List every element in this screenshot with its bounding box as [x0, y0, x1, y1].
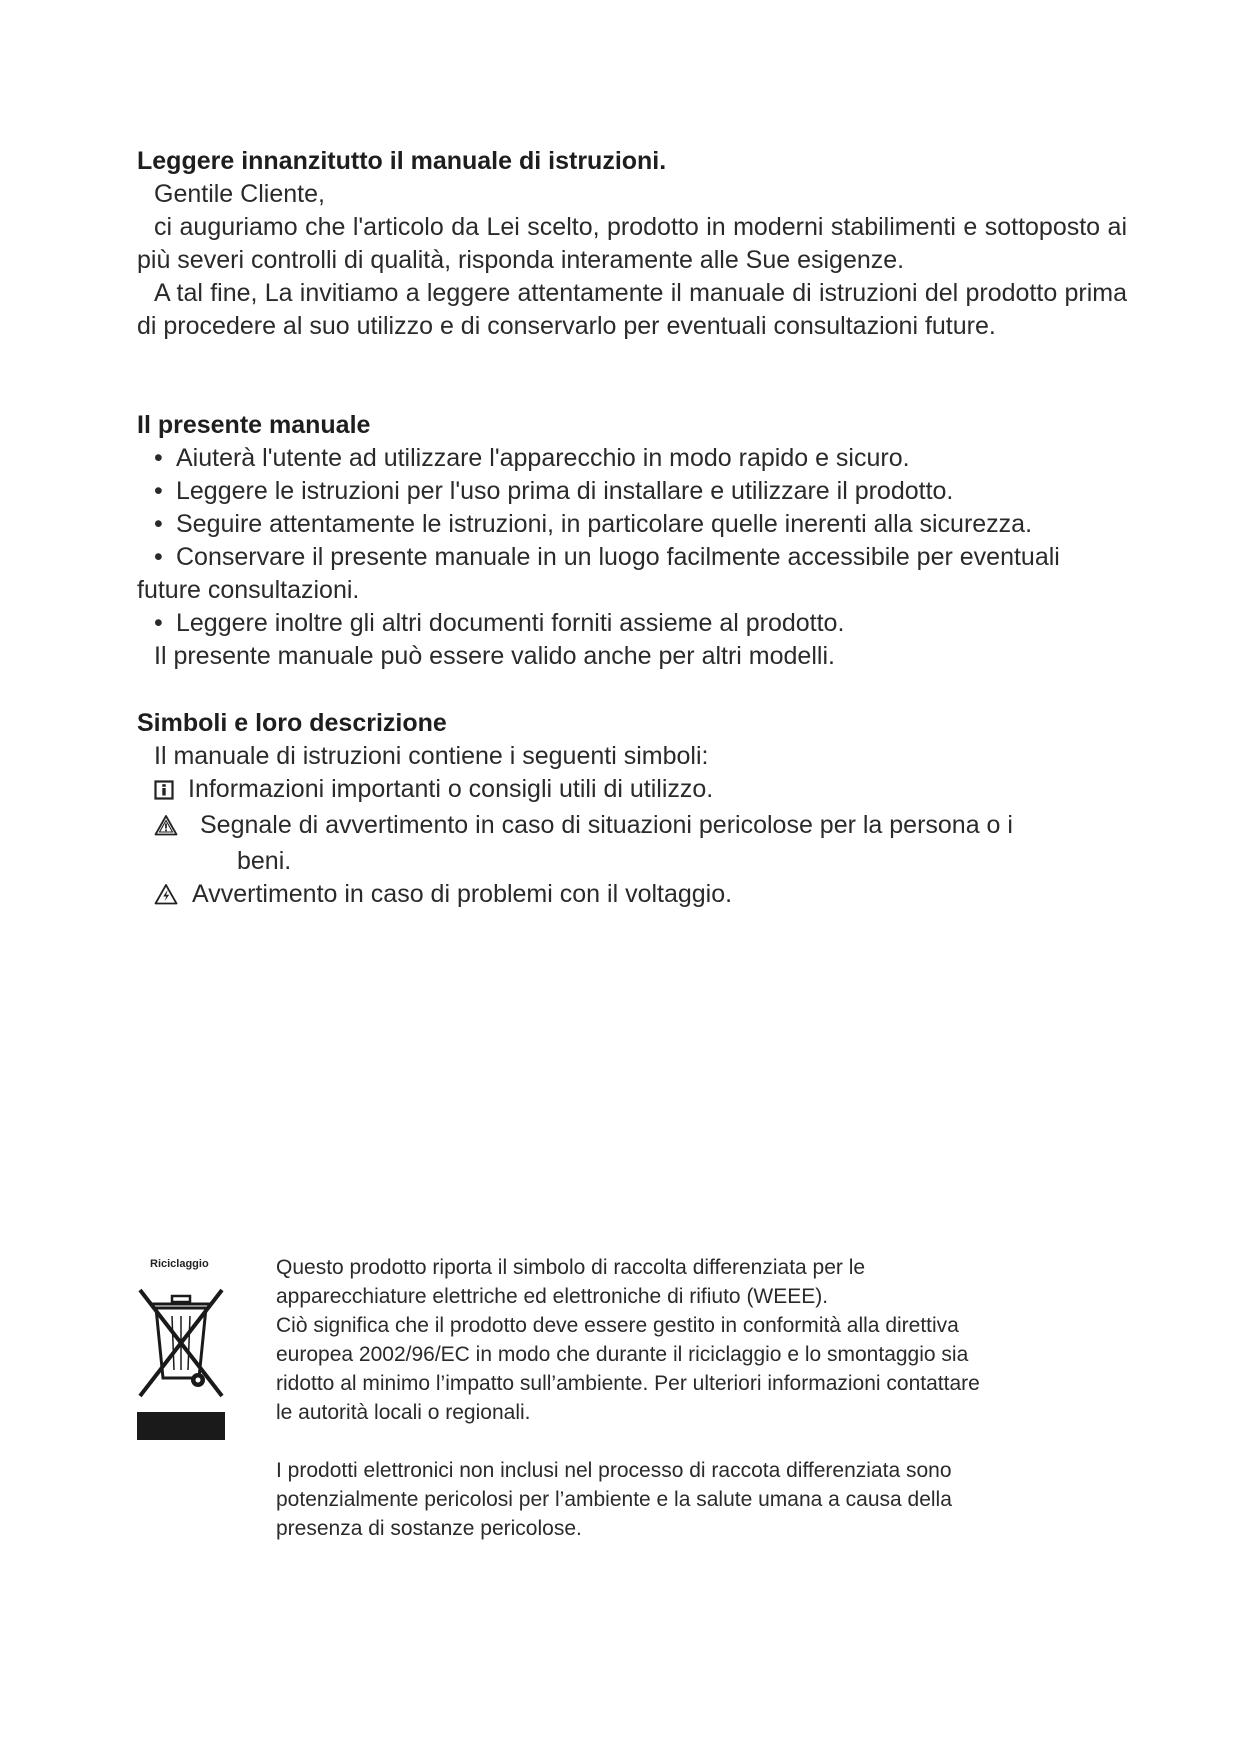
- recycling-line: Questo prodotto riporta il simbolo di raccolta differenziata per le: [276, 1256, 866, 1279]
- list-item: [137, 607, 1127, 640]
- manual-heading: Il presente manuale: [137, 411, 371, 439]
- warning-triangle-icon: [154, 812, 178, 845]
- electric-warning-icon: [154, 881, 178, 914]
- recycling-line: apparecchiature elettriche ed elettroniche di rifiuto (WEEE).: [276, 1285, 829, 1308]
- manual-note: Il presente manuale può essere valido anche per altri modelli.: [154, 642, 835, 670]
- intro-paragraph-2: A tal fine, La invitiamo a leggere attentamente il manuale di istruzioni del prodotto prima di procedere al suo utilizzo e di conservarlo per eventuali consultazioni future.: [137, 279, 1127, 340]
- bullet-icon: •: [154, 477, 163, 505]
- list-item: [137, 475, 1127, 508]
- list-item: [137, 442, 1127, 475]
- recycling-label: Riciclaggio: [150, 1258, 209, 1270]
- list-item-text: Seguire attentamente le istruzioni, in particolare quelle inerenti alla sicurezza.: [176, 510, 1033, 538]
- symbol-info-text: Informazioni importanti o consigli utili di utilizzo.: [188, 775, 714, 803]
- intro-paragraph-1: ci auguriamo che l'articolo da Lei scelto, prodotto in moderni stabilimenti e sottoposto ai più severi controlli di qualità, risponda interamente alle Sue esigenze.: [137, 213, 1127, 274]
- recycling-line: presenza di sostanze pericolose.: [276, 1517, 582, 1540]
- list-item: [137, 508, 1127, 541]
- symbols-intro: Il manuale di istruzioni contiene i seguenti simboli:: [154, 742, 709, 770]
- recycling-line: le autorità locali o regionali.: [276, 1401, 531, 1424]
- bullet-icon: •: [154, 609, 163, 637]
- list-item: [137, 541, 1127, 607]
- recycling-line: I prodotti elettronici non inclusi nel processo di raccota differenziata sono: [276, 1459, 952, 1482]
- manual-section: [137, 409, 1127, 673]
- symbol-warning-text-continued: beni.: [237, 847, 292, 875]
- info-icon: [154, 776, 174, 809]
- symbol-electric-text: Avvertimento in caso di problemi con il voltaggio.: [192, 880, 733, 908]
- symbols-heading: Simboli e loro descrizione: [137, 709, 447, 737]
- greeting: Gentile Cliente,: [154, 180, 325, 208]
- intro-heading: Leggere innanzitutto il manuale di istruzioni.: [137, 147, 667, 175]
- symbol-warning-text: Segnale di avvertimento in caso di situazioni pericolose per la persona o i: [200, 811, 1013, 839]
- list-item-text: Conservare il presente manuale in un luogo facilmente accessibile per eventuali future consultazioni.: [137, 543, 1060, 604]
- recycling-line: potenzialmente pericolosi per l’ambiente e la salute umana a causa della: [276, 1488, 952, 1511]
- intro-section: [137, 145, 1127, 343]
- bullet-icon: •: [154, 444, 163, 472]
- weee-crossed-bin-icon: [136, 1286, 226, 1400]
- weee-black-bar: [137, 1412, 225, 1440]
- symbol-warning-row: [137, 809, 1127, 845]
- recycling-line: ridotto al minimo l’impatto sull’ambiente. Per ulteriori informazioni contattare: [276, 1372, 980, 1395]
- symbols-section: [137, 707, 1127, 914]
- recycling-line: europea 2002/96/EC in modo che durante il riciclaggio e lo smontaggio sia: [276, 1343, 969, 1366]
- paragraph-gap: [276, 1427, 1076, 1456]
- symbol-info-row: [137, 773, 1127, 809]
- bullet-icon: •: [154, 510, 163, 538]
- list-item-text: Leggere le istruzioni per l'uso prima di installare e utilizzare il prodotto.: [176, 477, 954, 505]
- recycling-text: [276, 1253, 1076, 1543]
- list-item-text: Aiuterà l'utente ad utilizzare l'apparecchio in modo rapido e sicuro.: [176, 444, 910, 472]
- bullet-icon: •: [154, 543, 163, 571]
- symbol-electric-row: [137, 878, 1127, 914]
- recycling-line: Ciò significa che il prodotto deve essere gestito in conformità alla direttiva: [276, 1314, 959, 1337]
- list-item-text: Leggere inoltre gli altri documenti forniti assieme al prodotto.: [176, 609, 845, 637]
